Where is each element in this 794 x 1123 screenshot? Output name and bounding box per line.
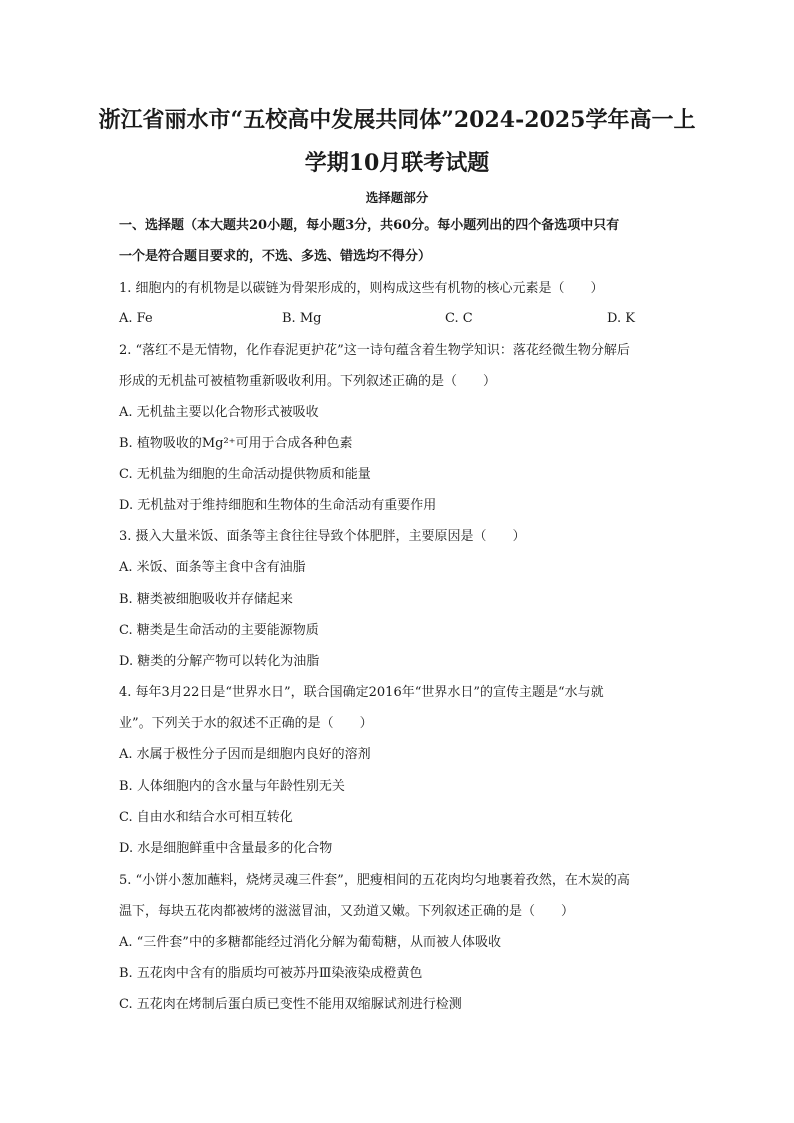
q2-stem-line1: 2. “落红不是无情物，化作春泥更护花”这一诗句蕴含着生物学知识：落花经微生物分解后 — [119, 343, 630, 358]
q1-option-a: A. Fe — [119, 311, 153, 326]
q3-option-b: B. 糖类被细胞吸收并存储起来 — [119, 592, 293, 607]
q5-option-c: C. 五花肉在烤制后蛋白质已变性不能用双缩脲试剂进行检测 — [119, 997, 462, 1012]
q5-stem-line2: 温下，每块五花肉都被烤的滋滋冒油，又劲道又嫩。下列叙述正确的是（ ） — [119, 904, 575, 919]
q2-option-c: C. 无机盐为细胞的生命活动提供物质和能量 — [119, 467, 371, 482]
q3-option-d: D. 糖类的分解产物可以转化为油脂 — [119, 654, 320, 669]
q4-stem-line2: 业”。下列关于水的叙述不正确的是（ ） — [119, 716, 373, 731]
exam-title-line1: 浙江省丽水市“五校高中发展共同体”2024-2025学年高一上 — [98, 107, 696, 133]
q1-option-b: B. Mg — [282, 311, 322, 326]
q4-option-b: B. 人体细胞内的含水量与年龄性别无关 — [119, 779, 345, 794]
q5-option-b: B. 五花肉中含有的脂质均可被苏丹Ⅲ染液染成橙黄色 — [119, 966, 423, 981]
q2-option-d: D. 无机盐对于维持细胞和生物体的生命活动有重要作用 — [119, 498, 437, 513]
q5-stem-line1: 5. “小饼小葱加蘸料，烧烤灵魂三件套”，肥瘦相间的五花肉均匀地裹着孜然，在木炭的高 — [119, 873, 630, 888]
q3-option-c: C. 糖类是生命活动的主要能源物质 — [119, 623, 319, 638]
instructions-line2: 一个是符合题目要求的，不选、多选、错选均不得分） — [119, 249, 432, 264]
q5-option-a: A. “三件套”中的多糖都能经过消化分解为葡萄糖，从而被人体吸收 — [119, 935, 501, 950]
q1-stem: 1. 细胞内的有机物是以碳链为骨架形成的，则构成这些有机物的核心元素是（ ） — [119, 281, 604, 296]
section-heading: 选择题部分 — [365, 190, 429, 205]
q1-option-d: D. K — [607, 311, 635, 326]
q4-option-c: C. 自由水和结合水可相互转化 — [119, 810, 293, 825]
q2-option-a: A. 无机盐主要以化合物形式被吸收 — [119, 405, 319, 420]
exam-title-line2: 学期10月联考试题 — [304, 150, 490, 176]
q3-option-a: A. 米饭、面条等主食中含有油脂 — [119, 560, 306, 575]
q1-option-c: C. C — [445, 311, 473, 326]
q3-stem: 3. 摄入大量米饭、面条等主食往往导致个体肥胖，主要原因是（ ） — [119, 529, 526, 544]
q4-option-d: D. 水是细胞鲜重中含量最多的化合物 — [119, 841, 333, 856]
q4-stem-line1: 4. 每年3月22日是“世界水日”，联合国确定2016年“世界水日”的宣传主题是“水与就 — [119, 685, 604, 700]
q2-option-b: B. 植物吸收的Mg²⁺可用于合成各种色素 — [119, 436, 353, 451]
q4-option-a: A. 水属于极性分子因而是细胞内良好的溶剂 — [119, 747, 371, 762]
instructions-line1: 一、选择题（本大题共20小题，每小题3分，共60分。每小题列出的四个备选项中只有 — [119, 218, 620, 233]
q1-options — [0, 311, 794, 329]
q2-stem-line2: 形成的无机盐可被植物重新吸收利用。下列叙述正确的是（ ） — [119, 374, 497, 389]
